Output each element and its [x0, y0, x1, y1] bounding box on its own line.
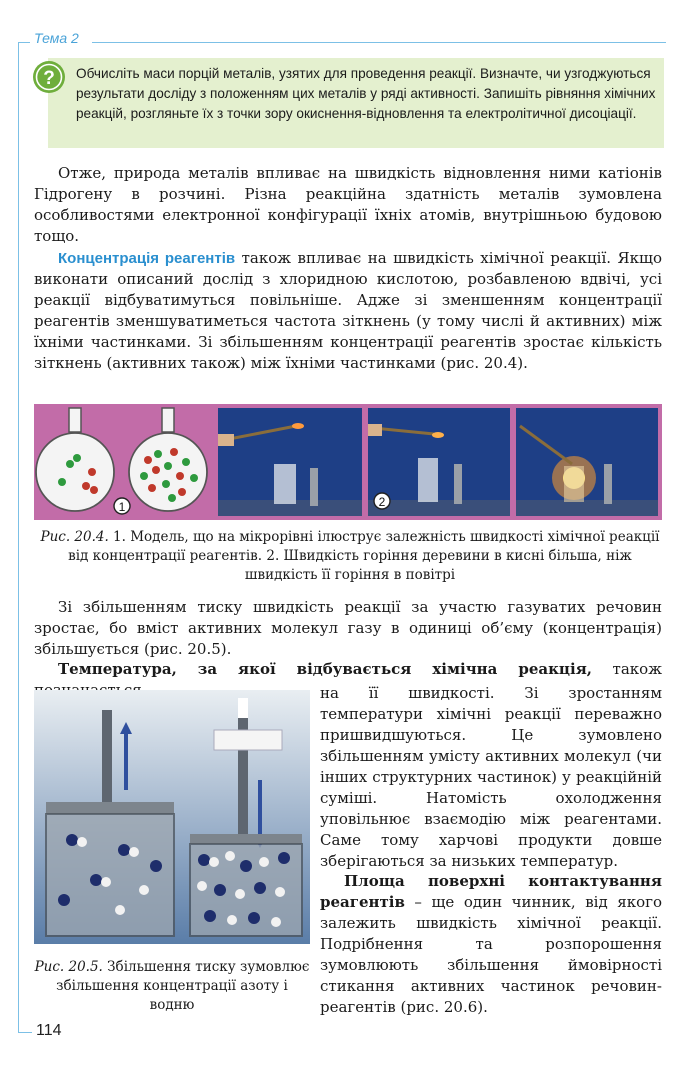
- figure-20-5-caption-text: Збільшення тиску зумовлює збільшення концентрації азоту і водню: [56, 959, 310, 1013]
- frame-corner: [18, 42, 30, 43]
- header-rule: [92, 42, 666, 43]
- svg-text:?: ?: [43, 68, 55, 89]
- question-icon: [32, 60, 66, 94]
- figure-marker-1: 1: [118, 500, 126, 514]
- figure-20-5-illustration: [34, 690, 310, 944]
- side-rule: [18, 42, 19, 1032]
- figure-marker-2: 2: [378, 495, 386, 509]
- paragraph-concentration: [34, 248, 662, 374]
- paragraph-pressure: Зі збільшенням тиску швидкість реакції за участю газуватих речовин зростає, бо вміст активних молекул газу в одиниці об’єму (концентрація) збільшується (рис. 20.5).: [34, 598, 662, 658]
- term-concentration: Концентрація реагентів: [58, 250, 236, 267]
- figure-20-4-caption-label: Рис. 20.4.: [40, 529, 109, 545]
- term-surface: Площа поверхні контактування реагентів: [320, 872, 662, 911]
- figure-20-4: [34, 404, 662, 520]
- page-number: 114: [36, 1022, 62, 1039]
- figure-20-5: [34, 690, 310, 944]
- paragraph-temperature-start-text: також: [612, 660, 663, 678]
- figure-20-4-illustration: [34, 404, 662, 520]
- figure-20-4-caption: [40, 528, 660, 585]
- paragraph-concentration-text: також впливає на швидкість хімічної реакції. Якщо виконати описаний дослід з хлоридною кислотою, розбавленою вдвічі, усі реакції відбуватимуться повільніше. Адже зі зменшенням концентрації реагентів зменшуватиметься частота зіткнень (у тому числі й активних) між їхніми частинками. Зі збільшенням концентрації реагентів зростає кількість зіткнень (активних також) між їхніми частинками (рис. 20.4).: [34, 249, 662, 372]
- paragraph-surface-text: – ще один чинник, від якого залежить швидкість хімічної реакції. Подрібнення та розпорошення зумовлюють збільшення ймовірності стикання активних частинок речовин-реагентів (рис. 20.6).: [320, 893, 662, 1016]
- paragraph-metals-nature: Отже, природа металів впливає на швидкість відновлення ними катіонів Гідрогену в розчині. Різна реакційна здатність металів зумовлена особливостями електронної конфігурації їхніх атомів, внутрішньою будовою тощо.: [34, 164, 662, 245]
- term-temperature: Температура, за якої відбувається хімічна реакція,: [58, 660, 593, 678]
- question-text: Обчисліть маси порцій металів, узятих для проведення реакції. Визначте, чи узгоджуються результати досліду з положенням цих металів у ряді активності. Запишіть рівняння хімічних реакцій, розгляньте їх з точки зору окиснення-відновлення та електролітичної дисоціації.: [76, 66, 656, 121]
- theme-label: Тема 2: [34, 30, 79, 46]
- figure-20-4-caption-text: 1. Модель, що на мікрорівні ілюструє залежність швидкості хімічної реакції від концентрації реагентів. 2. Швидкість горіння деревини в кисні більша, ніж швидкість її горіння в повітрі: [68, 529, 660, 583]
- photo-splint-oxygen-2: [516, 408, 658, 516]
- paragraph-surface: [320, 871, 662, 1018]
- figure-20-5-caption-label: Рис. 20.5.: [34, 959, 103, 975]
- figure-20-5-caption: [34, 958, 310, 1015]
- photo-splint-air: [218, 408, 362, 516]
- footer-rule: [18, 1032, 32, 1033]
- paragraph-temperature: на її швидкості. Зі зростанням температури хімічні реакції переважно пришвидшуються. Це зумовлено збільшенням умісту активних молекул (чи інших структурних частинок) у реакційній суміші. Натомість охолодження уповільнює взаємодію між реагентами. Саме тому харчові продукти довше зберігаються за низьких температур.: [320, 684, 662, 870]
